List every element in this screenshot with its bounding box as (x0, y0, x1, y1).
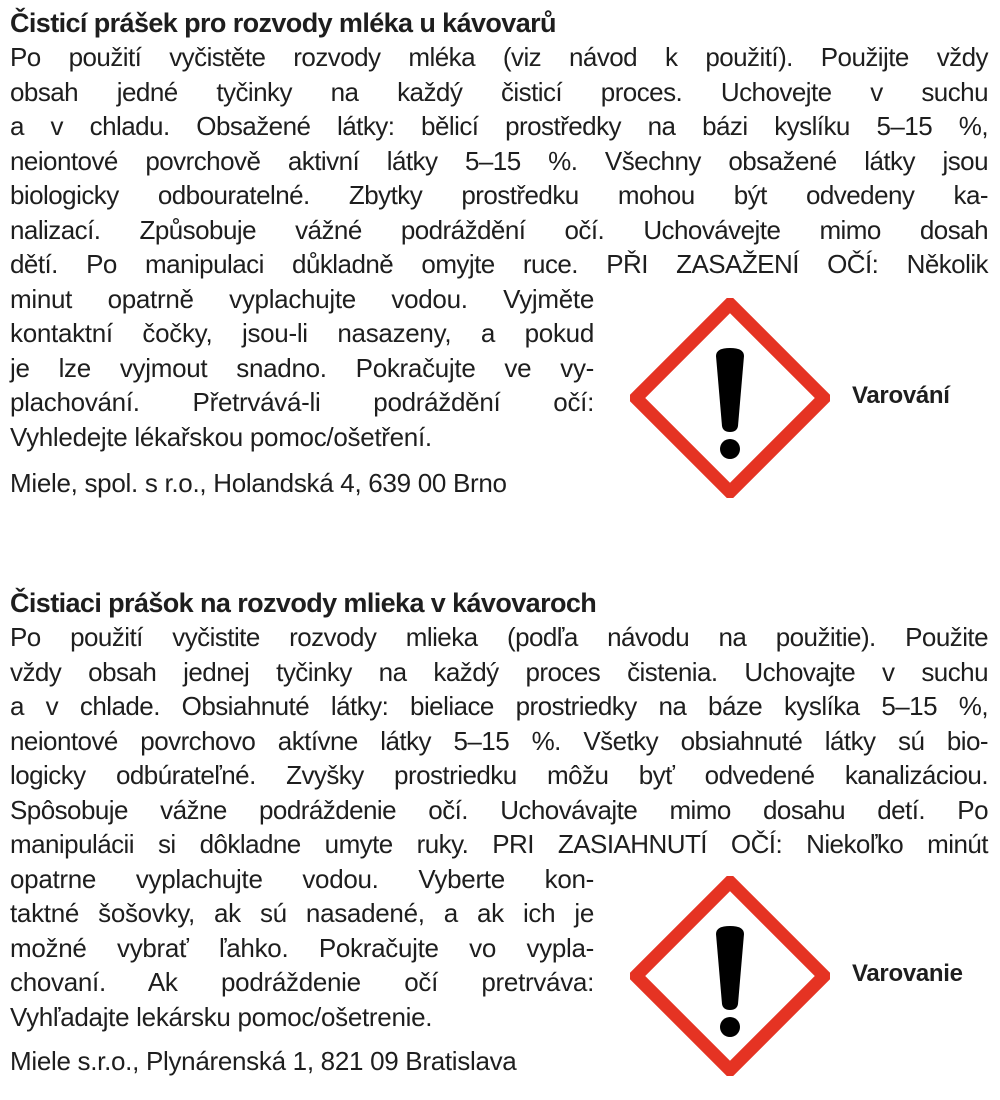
first-aid-block (10, 862, 990, 1072)
text-line: neiontové povrchově aktivní látky 5–15 %. Všechny obsažené látky jsou (10, 145, 988, 176)
text-line: manipulácii si dôkladne umyte ruky. PRI ZASIAHNUTÍ OČÍ: Niekoľko minút (10, 829, 988, 859)
first-aid-block (10, 282, 990, 492)
exclamation-mark-hazard-icon (630, 876, 830, 1076)
text-line: dětí. Po manipulaci důkladně omyjte ruce. PŘI ZASAŽENÍ OČÍ: Několik (10, 249, 988, 279)
first-aid-paragraph (10, 862, 594, 1035)
text-line: biologicky odbouratelné. Zbytky prostředku mohou být odvedeny ka- (10, 180, 988, 210)
text-line: opatrne vyplachujte vodou. Vyberte kon- (10, 863, 594, 894)
text-line: neiontové povrchovo aktívne látky 5–15 %. Všetky obsiahnuté látky sú bio- (10, 725, 988, 756)
label-section-slovak (10, 586, 990, 1078)
text-line: možné vybrať ľahko. Pokračujte vo vypla- (10, 932, 594, 963)
instructions-paragraph (10, 40, 988, 282)
exclamation-mark-hazard-icon (630, 298, 830, 498)
text-line: taktné šošovky, ak sú nasadené, a ak ich je (10, 898, 594, 928)
text-line: logicky odbúrateľné. Zvyšky prostriedku môžu byť odvedené kanalizáciou. (10, 760, 988, 790)
manufacturer-address: Miele s.r.o., Plynárenská 1, 821 09 Bratislava (10, 1045, 517, 1076)
instructions-paragraph (10, 620, 988, 862)
manufacturer-address: Miele, spol. s r.o., Holandská 4, 639 00 Brno (10, 467, 507, 498)
text-line: kontaktní čočky, jsou-li nasazeny, a pokud (10, 318, 594, 348)
text-line: vždy obsah jednej tyčinky na každý proces čistenia. Uchovajte v suchu (10, 656, 988, 687)
text-line: Po použití vyčistite rozvody mlieka (podľa návodu na použitie). Použite (10, 622, 988, 652)
text-line: minut opatrně vyplachujte vodou. Vyjměte (10, 283, 594, 314)
text-line: Spôsobuje vážne podráždenie očí. Uchovávajte mimo dosahu detí. Po (10, 794, 988, 825)
text-line: obsah jedné tyčinky na každý čisticí proces. Uchovejte v suchu (10, 76, 988, 107)
text-line: Vyhľadajte lekársku pomoc/ošetrenie. (10, 1001, 433, 1032)
text-line: nalizací. Způsobuje vážné podráždění očí. Uchovávejte mimo dosah (10, 214, 988, 245)
first-aid-paragraph (10, 282, 594, 455)
signal-word: Varování (852, 382, 950, 409)
label-section-czech (10, 6, 990, 500)
signal-word: Varovanie (852, 960, 963, 987)
text-line: a v chladu. Obsažené látky: bělicí prostředky na bázi kyslíku 5–15 %, (10, 111, 988, 141)
product-title: Čistiaci prášok na rozvody mlieka v kávovaroch (10, 588, 597, 618)
text-line: plachování. Přetrvává-li podráždění očí: (10, 387, 594, 417)
text-line: je lze vyjmout snadno. Pokračujte ve vy- (10, 352, 594, 383)
text-line: a v chlade. Obsiahnuté látky: bieliace prostriedky na báze kyslíka 5–15 %, (10, 691, 988, 721)
product-title: Čisticí prášek pro rozvody mléka u kávovarů (10, 8, 556, 38)
text-line: chovaní. Ak podráždenie očí pretrváva: (10, 967, 594, 997)
text-line: Vyhledejte lékařskou pomoc/ošetření. (10, 421, 432, 452)
text-line: Po použití vyčistěte rozvody mléka (viz návod k použití). Použijte vždy (10, 42, 988, 72)
